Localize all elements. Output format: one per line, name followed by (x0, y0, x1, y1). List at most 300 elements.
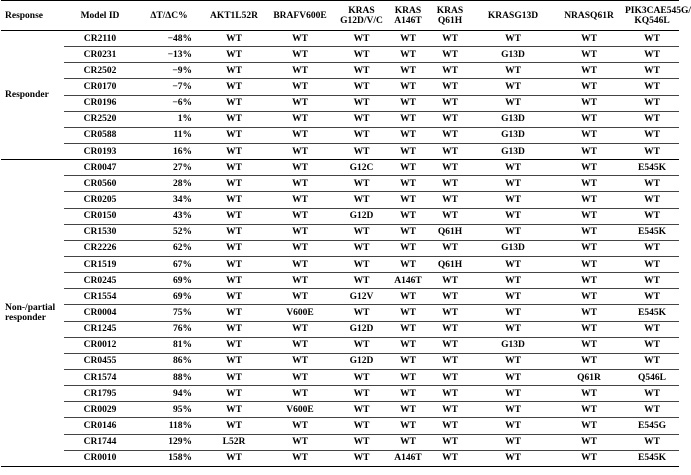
cell-model-id: CR0010 (64, 450, 136, 466)
cell-kras-g13: WT (473, 224, 553, 240)
cell-nras: WT (553, 418, 625, 434)
cell-kras-a146: WT (389, 224, 427, 240)
cell-pik3ca: WT (625, 192, 679, 208)
cell-model-id: CR0150 (64, 208, 136, 224)
cell-model-id: CR0146 (64, 418, 136, 434)
cell-pik3ca: E545K (625, 160, 679, 176)
cell-nras: WT (553, 143, 625, 159)
table-row (1, 47, 679, 63)
cell-kras-q61: WT (427, 434, 473, 450)
cell-kras-g12: WT (334, 418, 389, 434)
cell-kras-g12: WT (334, 337, 389, 353)
cell-kras-a146: WT (389, 208, 427, 224)
cell-delta: 28% (136, 176, 202, 192)
cell-model-id: CR2110 (64, 31, 136, 47)
cell-nras: WT (553, 224, 625, 240)
cell-delta: 118% (136, 418, 202, 434)
table-row (1, 386, 679, 402)
cell-model-id: CR0205 (64, 192, 136, 208)
cell-kras-q61: WT (427, 289, 473, 305)
cell-kras-g13: WT (473, 434, 553, 450)
cell-kras-a146: WT (389, 127, 427, 143)
cell-kras-g13: G13D (473, 240, 553, 256)
cell-braf: WT (266, 208, 334, 224)
cell-akt1: WT (202, 143, 266, 159)
cell-pik3ca: E545K (625, 305, 679, 321)
cell-pik3ca: WT (625, 240, 679, 256)
cell-braf: WT (266, 79, 334, 95)
cell-braf: WT (266, 256, 334, 272)
cell-nras: WT (553, 111, 625, 127)
cell-akt1: WT (202, 31, 266, 47)
cell-braf: WT (266, 192, 334, 208)
cell-akt1: WT (202, 160, 266, 176)
cell-braf: WT (266, 111, 334, 127)
cell-kras-q61: WT (427, 127, 473, 143)
cell-kras-g12: WT (334, 47, 389, 63)
cell-pik3ca: E545K (625, 224, 679, 240)
cell-nras: Q61R (553, 369, 625, 385)
cell-kras-g13: WT (473, 192, 553, 208)
cell-kras-g12: WT (334, 256, 389, 272)
cell-kras-g12: WT (334, 402, 389, 418)
table-row (1, 127, 679, 143)
cell-kras-g12: WT (334, 240, 389, 256)
cell-model-id: CR0196 (64, 95, 136, 111)
cell-pik3ca: WT (625, 386, 679, 402)
cell-kras-a146: WT (389, 143, 427, 159)
cell-delta: −7% (136, 79, 202, 95)
table-body (1, 31, 679, 467)
table-row (1, 208, 679, 224)
table-row (1, 289, 679, 305)
cell-kras-g12: G12D (334, 353, 389, 369)
cell-braf: WT (266, 369, 334, 385)
cell-kras-q61: WT (427, 160, 473, 176)
cell-delta: 69% (136, 273, 202, 289)
cell-braf: WT (266, 321, 334, 337)
mutation-status-table (1, 0, 691, 467)
cell-nras: WT (553, 127, 625, 143)
cell-pik3ca: E545K (625, 450, 679, 466)
cell-braf: WT (266, 240, 334, 256)
cell-kras-g13: WT (473, 418, 553, 434)
cell-akt1: WT (202, 273, 266, 289)
cell-model-id: CR0588 (64, 127, 136, 143)
table-row (1, 192, 679, 208)
header-braf: BRAFV600E (266, 1, 334, 31)
table-row (1, 321, 679, 337)
cell-kras-q61: WT (427, 176, 473, 192)
cell-akt1: WT (202, 240, 266, 256)
cell-akt1: WT (202, 111, 266, 127)
cell-pik3ca: WT (625, 273, 679, 289)
cell-kras-g12: WT (334, 95, 389, 111)
cell-kras-a146: WT (389, 402, 427, 418)
cell-pik3ca: WT (625, 127, 679, 143)
cell-model-id: CR1245 (64, 321, 136, 337)
cell-kras-g13: WT (473, 289, 553, 305)
cell-akt1: WT (202, 208, 266, 224)
cell-model-id: CR0047 (64, 160, 136, 176)
cell-kras-a146: WT (389, 321, 427, 337)
table-row (1, 176, 679, 192)
cell-nras: WT (553, 321, 625, 337)
cell-kras-g12: WT (334, 434, 389, 450)
cell-kras-q61: WT (427, 337, 473, 353)
cell-kras-a146: WT (389, 160, 427, 176)
cell-kras-g12: WT (334, 127, 389, 143)
header-response: Response (1, 1, 64, 31)
cell-model-id: CR0560 (64, 176, 136, 192)
cell-delta: 52% (136, 224, 202, 240)
cell-kras-g12: WT (334, 273, 389, 289)
cell-akt1: WT (202, 321, 266, 337)
cell-kras-g13: WT (473, 176, 553, 192)
cell-kras-g13: WT (473, 273, 553, 289)
cell-kras-g12: WT (334, 450, 389, 466)
cell-braf: WT (266, 95, 334, 111)
cell-pik3ca: WT (625, 47, 679, 63)
header-akt1: AKT1L52R (202, 1, 266, 31)
table-row (1, 353, 679, 369)
cell-akt1: WT (202, 386, 266, 402)
table-row (1, 450, 679, 466)
cell-kras-q61: WT (427, 369, 473, 385)
cell-nras: WT (553, 79, 625, 95)
cell-kras-a146: WT (389, 305, 427, 321)
cell-delta: 129% (136, 434, 202, 450)
cell-delta: 34% (136, 192, 202, 208)
cell-akt1: WT (202, 353, 266, 369)
cell-kras-q61: WT (427, 418, 473, 434)
cell-model-id: CR0029 (64, 402, 136, 418)
table-row (1, 160, 679, 176)
cell-akt1: WT (202, 418, 266, 434)
cell-model-id: CR0170 (64, 79, 136, 95)
cell-akt1: WT (202, 305, 266, 321)
cell-kras-g13: WT (473, 402, 553, 418)
response-group-label: Responder (1, 31, 64, 160)
header-kras-g13: KRASG13D (473, 1, 553, 31)
cell-braf: V600E (266, 305, 334, 321)
cell-nras: WT (553, 208, 625, 224)
cell-nras: WT (553, 337, 625, 353)
cell-kras-a146: WT (389, 337, 427, 353)
cell-kras-g12: WT (334, 111, 389, 127)
cell-kras-g13: WT (473, 160, 553, 176)
cell-akt1: L52R (202, 434, 266, 450)
cell-kras-g12: G12D (334, 321, 389, 337)
cell-model-id: CR0231 (64, 47, 136, 63)
table-row (1, 337, 679, 353)
cell-kras-g13: G13D (473, 111, 553, 127)
cell-braf: WT (266, 143, 334, 159)
cell-akt1: WT (202, 79, 266, 95)
cell-pik3ca: Q546L (625, 369, 679, 385)
cell-delta: 11% (136, 127, 202, 143)
cell-akt1: WT (202, 402, 266, 418)
cell-nras: WT (553, 434, 625, 450)
cell-braf: WT (266, 47, 334, 63)
cell-kras-g13: WT (473, 256, 553, 272)
cell-kras-g13: G13D (473, 127, 553, 143)
cell-model-id: CR0245 (64, 273, 136, 289)
table-row (1, 305, 679, 321)
cell-braf: WT (266, 450, 334, 466)
cell-kras-a146: WT (389, 176, 427, 192)
cell-model-id: CR2520 (64, 111, 136, 127)
cell-braf: WT (266, 31, 334, 47)
cell-akt1: WT (202, 63, 266, 79)
cell-kras-a146: WT (389, 386, 427, 402)
cell-pik3ca: WT (625, 402, 679, 418)
cell-braf: WT (266, 127, 334, 143)
cell-braf: WT (266, 160, 334, 176)
cell-kras-q61: WT (427, 305, 473, 321)
cell-kras-a146: WT (389, 434, 427, 450)
table-row (1, 31, 679, 47)
cell-nras: WT (553, 95, 625, 111)
cell-kras-g12: G12D (334, 208, 389, 224)
cell-pik3ca: WT (625, 95, 679, 111)
cell-pik3ca: WT (625, 208, 679, 224)
cell-kras-g13: WT (473, 95, 553, 111)
cell-kras-g12: WT (334, 305, 389, 321)
cell-kras-g12: G12C (334, 160, 389, 176)
header-delta-t-delta-c: ΔT/ΔC% (136, 1, 202, 31)
cell-delta: 76% (136, 321, 202, 337)
cell-kras-q61: WT (427, 63, 473, 79)
cell-akt1: WT (202, 47, 266, 63)
cell-model-id: CR1530 (64, 224, 136, 240)
cell-kras-g13: WT (473, 386, 553, 402)
table-row (1, 240, 679, 256)
cell-kras-g13: WT (473, 305, 553, 321)
cell-pik3ca: WT (625, 31, 679, 47)
cell-kras-q61: WT (427, 192, 473, 208)
cell-pik3ca: WT (625, 176, 679, 192)
table-row (1, 143, 679, 159)
header-kras-a146: KRAS A146T (389, 1, 427, 31)
cell-akt1: WT (202, 176, 266, 192)
cell-model-id: CR2226 (64, 240, 136, 256)
cell-nras: WT (553, 256, 625, 272)
cell-kras-q61: WT (427, 450, 473, 466)
cell-model-id: CR0193 (64, 143, 136, 159)
cell-pik3ca: WT (625, 353, 679, 369)
cell-kras-g13: WT (473, 353, 553, 369)
cell-nras: WT (553, 31, 625, 47)
table-row (1, 369, 679, 385)
header-pik3ca: PIK3CAE545G/ KQ546L (625, 1, 679, 31)
cell-kras-q61: WT (427, 353, 473, 369)
cell-akt1: WT (202, 224, 266, 240)
cell-kras-g13: WT (473, 31, 553, 47)
cell-kras-a146: A146T (389, 450, 427, 466)
cell-delta: 81% (136, 337, 202, 353)
cell-delta: 88% (136, 369, 202, 385)
table-row (1, 434, 679, 450)
cell-braf: V600E (266, 402, 334, 418)
cell-nras: WT (553, 305, 625, 321)
cell-pik3ca: E545G (625, 418, 679, 434)
response-group-label: Non-/partial responder (1, 160, 64, 467)
cell-kras-q61: Q61H (427, 224, 473, 240)
cell-nras: WT (553, 289, 625, 305)
cell-kras-q61: Q61H (427, 256, 473, 272)
cell-model-id: CR2502 (64, 63, 136, 79)
cell-model-id: CR0455 (64, 353, 136, 369)
cell-kras-q61: WT (427, 240, 473, 256)
cell-nras: WT (553, 47, 625, 63)
cell-kras-a146: WT (389, 95, 427, 111)
cell-kras-q61: WT (427, 321, 473, 337)
cell-delta: 69% (136, 289, 202, 305)
cell-kras-a146: WT (389, 353, 427, 369)
cell-braf: WT (266, 289, 334, 305)
cell-akt1: WT (202, 369, 266, 385)
cell-pik3ca: WT (625, 434, 679, 450)
table-row (1, 63, 679, 79)
cell-kras-q61: WT (427, 402, 473, 418)
cell-braf: WT (266, 63, 334, 79)
cell-braf: WT (266, 224, 334, 240)
cell-kras-a146: WT (389, 63, 427, 79)
table-row (1, 418, 679, 434)
cell-kras-g13: G13D (473, 143, 553, 159)
header-model-id: Model ID (64, 1, 136, 31)
cell-akt1: WT (202, 289, 266, 305)
cell-pik3ca: WT (625, 289, 679, 305)
cell-akt1: WT (202, 192, 266, 208)
cell-kras-a146: WT (389, 256, 427, 272)
cell-pik3ca: WT (625, 63, 679, 79)
cell-nras: WT (553, 63, 625, 79)
cell-kras-q61: WT (427, 273, 473, 289)
cell-delta: −9% (136, 63, 202, 79)
cell-delta: 94% (136, 386, 202, 402)
table-row (1, 224, 679, 240)
cell-kras-g12: WT (334, 386, 389, 402)
cell-delta: 158% (136, 450, 202, 466)
header-kras-q61: KRAS Q61H (427, 1, 473, 31)
cell-akt1: WT (202, 95, 266, 111)
cell-kras-g13: WT (473, 369, 553, 385)
cell-kras-g13: G13D (473, 337, 553, 353)
cell-kras-g12: WT (334, 192, 389, 208)
cell-delta: −6% (136, 95, 202, 111)
cell-kras-q61: WT (427, 111, 473, 127)
cell-akt1: WT (202, 256, 266, 272)
cell-nras: WT (553, 176, 625, 192)
cell-delta: 62% (136, 240, 202, 256)
cell-braf: WT (266, 418, 334, 434)
cell-pik3ca: WT (625, 143, 679, 159)
header-nras: NRASQ61R (553, 1, 625, 31)
cell-pik3ca: WT (625, 321, 679, 337)
cell-kras-a146: WT (389, 240, 427, 256)
cell-kras-g12: WT (334, 143, 389, 159)
cell-kras-g12: WT (334, 63, 389, 79)
cell-kras-g13: WT (473, 450, 553, 466)
cell-model-id: CR1744 (64, 434, 136, 450)
cell-kras-g12: G12V (334, 289, 389, 305)
cell-nras: WT (553, 402, 625, 418)
cell-kras-a146: WT (389, 111, 427, 127)
cell-braf: WT (266, 337, 334, 353)
cell-kras-g13: WT (473, 79, 553, 95)
cell-kras-q61: WT (427, 47, 473, 63)
cell-kras-a146: WT (389, 192, 427, 208)
cell-model-id: CR1795 (64, 386, 136, 402)
cell-pik3ca: WT (625, 111, 679, 127)
cell-nras: WT (553, 273, 625, 289)
cell-kras-q61: WT (427, 79, 473, 95)
cell-kras-g13: WT (473, 321, 553, 337)
cell-nras: WT (553, 192, 625, 208)
cell-akt1: WT (202, 337, 266, 353)
cell-kras-g13: WT (473, 63, 553, 79)
header-row (1, 1, 679, 31)
cell-kras-g12: WT (334, 224, 389, 240)
cell-pik3ca: WT (625, 337, 679, 353)
cell-pik3ca: WT (625, 79, 679, 95)
cell-kras-a146: WT (389, 418, 427, 434)
table-row (1, 273, 679, 289)
cell-nras: WT (553, 240, 625, 256)
cell-delta: 86% (136, 353, 202, 369)
cell-model-id: CR0004 (64, 305, 136, 321)
cell-kras-g12: WT (334, 31, 389, 47)
cell-nras: WT (553, 386, 625, 402)
cell-kras-a146: WT (389, 289, 427, 305)
cell-nras: WT (553, 353, 625, 369)
cell-delta: 43% (136, 208, 202, 224)
cell-braf: WT (266, 434, 334, 450)
table-row (1, 111, 679, 127)
cell-nras: WT (553, 450, 625, 466)
cell-model-id: CR1519 (64, 256, 136, 272)
cell-kras-g12: WT (334, 369, 389, 385)
cell-braf: WT (266, 273, 334, 289)
table-row (1, 256, 679, 272)
header-kras-g12: KRAS G12D/V/C (334, 1, 389, 31)
cell-model-id: CR1554 (64, 289, 136, 305)
cell-kras-a146: WT (389, 31, 427, 47)
cell-nras: WT (553, 160, 625, 176)
cell-akt1: WT (202, 450, 266, 466)
cell-kras-g13: WT (473, 208, 553, 224)
cell-delta: 1% (136, 111, 202, 127)
cell-delta: 27% (136, 160, 202, 176)
cell-kras-g13: G13D (473, 47, 553, 63)
cell-kras-g12: WT (334, 79, 389, 95)
cell-kras-q61: WT (427, 31, 473, 47)
cell-delta: −48% (136, 31, 202, 47)
cell-kras-q61: WT (427, 95, 473, 111)
cell-delta: 67% (136, 256, 202, 272)
cell-delta: 95% (136, 402, 202, 418)
cell-kras-g12: WT (334, 176, 389, 192)
cell-delta: 16% (136, 143, 202, 159)
cell-delta: 75% (136, 305, 202, 321)
cell-kras-q61: WT (427, 208, 473, 224)
cell-braf: WT (266, 386, 334, 402)
cell-kras-q61: WT (427, 386, 473, 402)
table-row (1, 79, 679, 95)
cell-kras-a146: A146T (389, 273, 427, 289)
